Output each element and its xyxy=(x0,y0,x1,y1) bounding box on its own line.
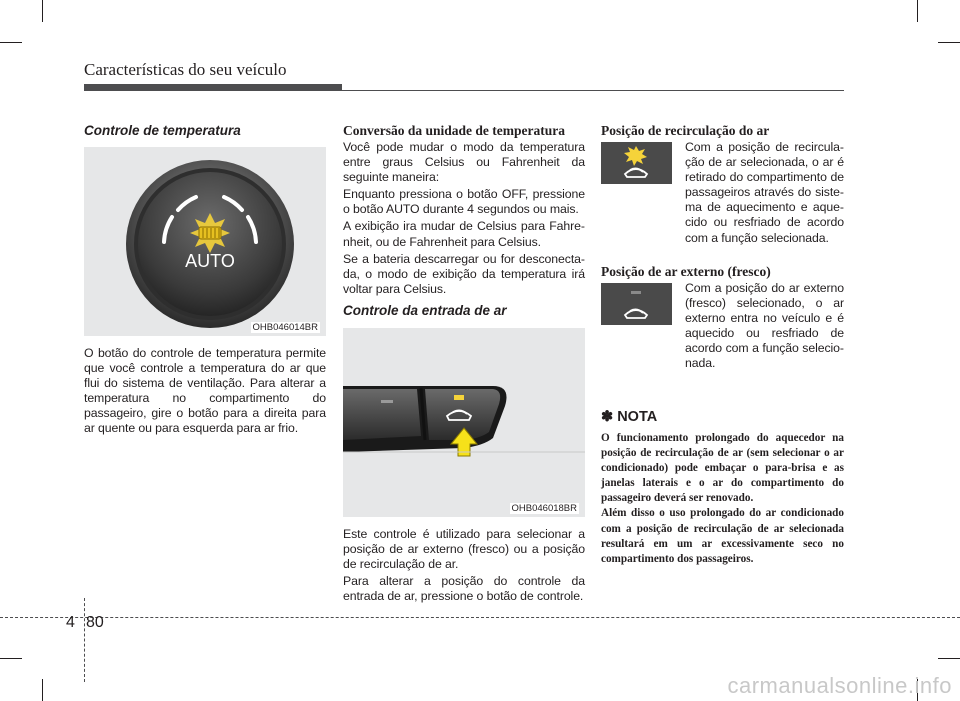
crop-mark xyxy=(0,658,22,659)
page-header-title: Características do seu veículo xyxy=(84,60,287,79)
watermark: carmanualsonline.info xyxy=(727,673,952,698)
crop-mark xyxy=(42,0,43,22)
crop-mark xyxy=(42,679,43,701)
paragraph: Se a bateria descarregar ou for desconectada, o modo de exibição da temperatura irá voltar para Celsius. xyxy=(343,251,585,296)
crop-mark xyxy=(917,0,918,22)
recirculation-button-image xyxy=(601,142,672,184)
section-heading-air-intake: Controle da entrada de ar xyxy=(343,303,507,318)
crop-mark xyxy=(0,42,22,43)
crop-mark xyxy=(938,42,960,43)
air-intake-text xyxy=(343,527,585,606)
unit-conversion-text xyxy=(343,140,585,299)
section-heading-recirculation: Posição de recirculação do ar xyxy=(601,123,770,138)
header-bar xyxy=(84,84,342,91)
section-heading-unit-conversion: Conversão da unidade de temperatura xyxy=(343,123,565,138)
temperature-knob-illustration xyxy=(84,147,326,336)
paragraph: A exibição ira mudar de Celsius para Fahrenheit, ou de Fahrenheit para Celsius. xyxy=(343,219,585,249)
recirculation-icon xyxy=(601,142,672,184)
note-label: NOTA xyxy=(617,409,658,425)
header-rule xyxy=(342,90,844,91)
footer-vertical-rule xyxy=(84,598,85,682)
crop-mark xyxy=(938,658,960,659)
footer-rule xyxy=(0,617,960,618)
temperature-description xyxy=(84,346,326,439)
air-intake-illustration xyxy=(343,328,585,517)
paragraph: Além disso o uso prolongado do ar condicionado com a posição de recirculação de ar selecionada resultará em um ar excessivamente seco no compartimento dos passageiros. xyxy=(601,507,844,565)
recirculation-text: Com a posição de recirculação de ar selecionada, o ar é retirado do compartimento de passageiros através do sistema de aquecimento e aquecido ou resfriado de acordo com a função selecionada. xyxy=(685,140,844,245)
paragraph: Para alterar a posição do controle da entrada de ar, pressione o botão de controle. xyxy=(343,574,585,604)
paragraph: Enquanto pressiona o botão OFF, pressione o botão AUTO durante 4 segundos ou mais. xyxy=(343,187,585,217)
paragraph: O botão do controle de temperatura permite que você controle a temperatura do ar que flui do sistema de ventilação. Para alterar a temperatura no compartimento do passageiro, gire o botão para a direita para ar quente ou para esquerda para ar frio. xyxy=(84,346,326,436)
page-number: 80 xyxy=(86,614,104,631)
paragraph: O funcionamento prolongado do aquecedor na posição de recirculação de ar (sem selecionar o ar condicionado) pode embaçar o para-brisa e as janelas laterais e o ar do compartimento do passageiro deverá ser renovado. xyxy=(601,432,844,505)
fresh-air-button-image xyxy=(601,283,672,325)
note-text xyxy=(601,431,844,567)
chapter-number: 4 xyxy=(66,614,75,631)
air-intake-image xyxy=(343,328,585,517)
knob-auto-label: AUTO xyxy=(185,251,235,271)
section-heading-fresh-air: Posição de ar externo (fresco) xyxy=(601,264,771,279)
fresh-air-text: Com a posição do ar externo (fresco) selecionado, o ar externo entra no veículo e é aquecido ou resfriado de acordo com a função selecionada. xyxy=(685,281,844,371)
image-code: OHB046018BR xyxy=(511,503,577,514)
fresh-air-icon xyxy=(601,283,672,325)
paragraph: Você pode mudar o modo da temperatura entre graus Celsius ou Fahrenheit da seguinte maneira: xyxy=(343,140,585,185)
note-star-icon: ✽ xyxy=(601,409,614,425)
note-title xyxy=(601,409,657,425)
image-code: OHB046014BR xyxy=(252,322,318,333)
section-heading-temperature: Controle de temperatura xyxy=(84,123,241,138)
paragraph: Este controle é utilizado para selecionar a posição de ar externo (fresco) ou a posição de recirculação de ar. xyxy=(343,527,585,572)
temperature-knob-image xyxy=(84,147,326,336)
